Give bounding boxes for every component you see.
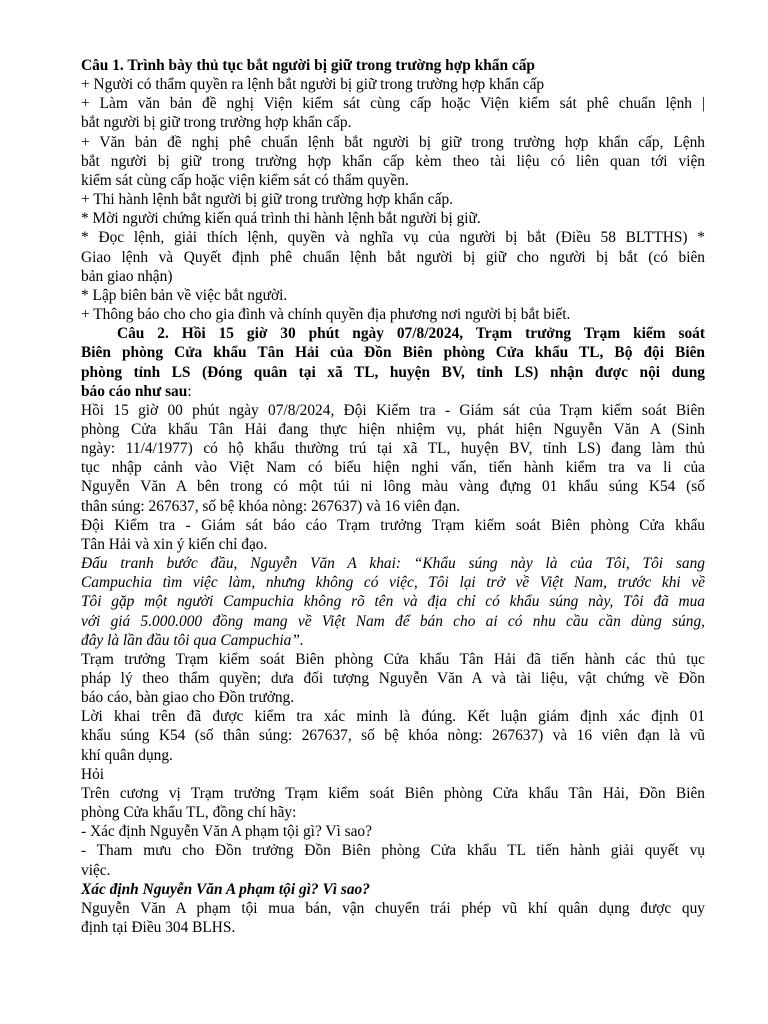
q1-step-1: + Người có thẩm quyền ra lệnh bắt người bị giữ trong trường hợp khẩn cấp bbox=[81, 76, 545, 94]
q1-step-6: * Đọc lệnh, giải thích lệnh, quyền và nghĩa vụ của người bị bắt (Điều 58 BLTTHS) * bbox=[81, 229, 705, 247]
team-report-end: Tân Hải và xin ý kiến chỉ đạo. bbox=[81, 535, 268, 553]
report-paragraph: Nguyễn Văn A bên trong có một túi ni lông màu vàng đựng 01 khẩu súng K54 (số bbox=[81, 478, 705, 496]
task-1: - Xác định Nguyễn Văn A phạm tội gì? Vì sao? bbox=[81, 823, 372, 841]
testimony: Tôi gặp một người Campuchia không rõ tên và địa chỉ có khẩu súng này, Tôi đã mua bbox=[81, 593, 705, 611]
question-2-title-cont: phòng tỉnh LS (Đóng quân tại xã TL, huyện BV, tỉnh LS) nhận được nội dung bbox=[81, 363, 705, 381]
q1-step-2: + Làm văn bản đề nghị Viện kiểm sát cùng cấp hoặc Viện kiểm sát phê chuẩn lệnh | bbox=[81, 95, 705, 113]
task-intro: Trên cương vị Trạm trưởng Trạm kiểm soát Biên phòng Cửa khẩu Tân Hải, Đồn Biên bbox=[81, 784, 705, 802]
question-1-title: Câu 1. Trình bày thủ tục bắt người bị giữ trong trường hợp khẩn cấp bbox=[81, 57, 535, 74]
question-2-title-end bbox=[81, 382, 705, 401]
station-action: Trạm trưởng Trạm kiểm soát Biên phòng Cửa khẩu Tân Hải đã tiến hành các thủ tục bbox=[81, 650, 705, 668]
verification-end: khí quân dụng. bbox=[81, 746, 173, 764]
q1-step-3-end: kiểm sát cùng cấp hoặc viện kiểm sát có thẩm quyền. bbox=[81, 171, 409, 189]
q1-step-6-end: bản giao nhận) bbox=[81, 267, 173, 285]
station-action: pháp lý theo thẩm quyền; dưa đối tượng Nguyễn Văn A và tài liệu, vật chứng về Đồn bbox=[81, 670, 705, 687]
question-2-title-end-text: báo cáo như sau bbox=[81, 382, 188, 400]
q1-step-3: + Văn bản đề nghị phê chuẩn lệnh bắt người bị giữ trong trường hợp khẩn cấp, Lệnh bbox=[81, 133, 705, 151]
testimony-end: đây là lần đầu tôi qua Campuchia”. bbox=[81, 631, 304, 649]
verification: khẩu súng K54 (số thân súng: 267637, số bệ khóa nòng: 267637) và 16 viên đạn là vũ bbox=[81, 727, 705, 745]
question-2-title: Câu 2. Hồi 15 giờ 30 phút ngày 07/8/2024, Trạm trưởng Trạm kiểm soát bbox=[117, 325, 705, 343]
report-paragraph: tục nhập cảnh vào Việt Nam có biểu hiện nghi vấn, tiến hành kiểm tra va li của bbox=[81, 459, 705, 477]
report-paragraph: ngày: 11/4/1977) có hộ khẩu thường trú tại xã TL, huyện BV, tỉnh LS) đang làm thủ bbox=[81, 440, 705, 458]
document-page bbox=[81, 56, 705, 937]
answer-heading: Xác định Nguyễn Văn A phạm tội gì? Vì sao? bbox=[81, 880, 370, 898]
question-2-title-cont: Biên phòng Cửa khẩu Tân Hải của Đồn Biên phòng Cửa khẩu TL, Bộ đội Biên bbox=[81, 344, 705, 362]
station-action-end: báo cáo, bàn giao cho Đồn trưởng. bbox=[81, 689, 295, 707]
report-paragraph: Hồi 15 giờ 00 phút ngày 07/8/2024, Đội Kiểm tra - Giám sát của Trạm kiểm soát Biên bbox=[81, 401, 705, 419]
testimony: Campuchia tìm việc làm, nhưng không có việc, Tôi lại trở về Việt Nam, trước khi về bbox=[81, 574, 705, 592]
q1-step-2-cont: bắt người bị giữ trong trường hợp khẩn cấp. bbox=[81, 114, 352, 132]
task-2-end: việc. bbox=[81, 861, 111, 879]
colon: : bbox=[187, 382, 192, 400]
task-2: - Tham mưu cho Đồn trưởng Đồn Biên phòng Cửa khẩu TL tiến hành giải quyết vụ bbox=[81, 842, 705, 860]
report-paragraph: phòng Cửa khẩu Tân Hải đang thực hiện nhiệm vụ, phát hiện Nguyễn Văn A (Sinh bbox=[81, 420, 705, 438]
task-intro-end: phòng Cửa khẩu TL, đồng chí hãy: bbox=[81, 804, 297, 822]
q1-step-4: + Thi hành lệnh bắt người bị giữ trong trường hợp khẩn cấp. bbox=[81, 191, 454, 209]
testimony: với giá 5.000.000 đồng mang về Việt Nam để bán cho ai có nhu cầu cần dùng súng, bbox=[81, 612, 705, 630]
q1-step-7: * Lập biên bản về việc bắt người. bbox=[81, 286, 288, 304]
answer-text: Nguyễn Văn A phạm tội mua bán, vận chuyển trái phép vũ khí quân dụng được quy bbox=[81, 899, 705, 917]
team-report: Đội Kiểm tra - Giám sát báo cáo Trạm trưởng Trạm kiểm soát Biên phòng Cửa khẩu bbox=[81, 516, 705, 534]
testimony: Đấu tranh bước đầu, Nguyễn Văn A khai: “Khẩu súng này là của Tôi, Tôi sang bbox=[81, 555, 705, 573]
verification: Lời khai trên đã được kiểm tra xác minh là đúng. Kết luận giám định xác định 01 bbox=[81, 708, 705, 726]
q1-step-3-cont: bắt người bị giữ trong trường hợp khẩn cấp kèm theo tài liệu có liên quan tới viện bbox=[81, 152, 705, 170]
answer-text-end: định tại Điều 304 BLHS. bbox=[81, 919, 236, 937]
q1-step-5: * Mời người chứng kiến quá trình thi hành lệnh bắt người bị giữ. bbox=[81, 210, 481, 228]
report-paragraph-end: thân súng: 267637, số bệ khóa nòng: 267637) và 16 viên đạn. bbox=[81, 497, 461, 515]
ask-label: Hỏi bbox=[81, 765, 105, 783]
q1-step-8: + Thông báo cho cho gia đình và chính quyền địa phương nơi người bị bắt biết. bbox=[81, 306, 571, 324]
q1-step-6-cont: Giao lệnh và Quyết định phê chuẩn lệnh bắt người bị giữ cho người bị bắt (có biên bbox=[81, 248, 705, 266]
